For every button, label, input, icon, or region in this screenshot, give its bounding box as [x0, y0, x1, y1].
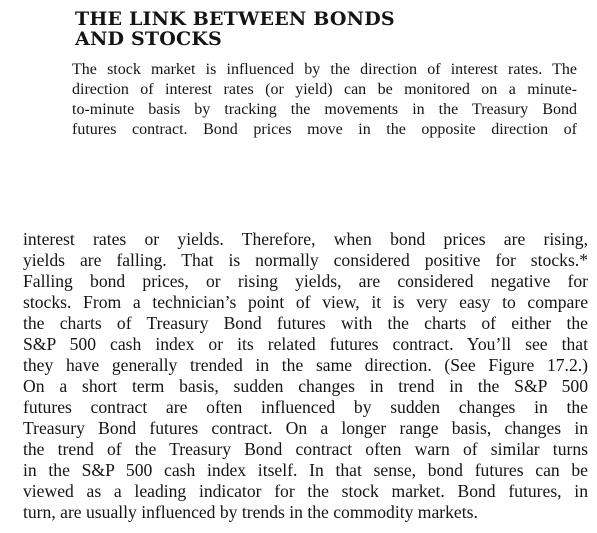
body-line: stocks. From a technician’s point of view, it is very easy to compare: [23, 292, 588, 312]
body-line: turn, are usually influenced by trends in the commodity markets.: [23, 502, 478, 522]
body-line: Falling bond prices, or rising yields, are considered negative for: [23, 271, 588, 291]
body-line: Treasury Bond futures contract. On a longer range basis, changes in: [23, 418, 588, 438]
body-line: viewed as a leading indicator for the stock market. Bond futures, in: [23, 481, 588, 501]
body-line: interest rates or yields. Therefore, when bond prices are rising,: [23, 229, 588, 249]
heading-line: AND STOCKS: [75, 28, 222, 50]
intro-line: futures contract. Bond prices move in the opposite direction of: [72, 121, 577, 138]
body-line: in the S&P 500 cash index itself. In that sense, bond futures can be: [23, 460, 588, 480]
body-paragraph: [23, 229, 588, 523]
body-line: yields are falling. That is normally considered positive for stocks.*: [23, 250, 588, 270]
section-heading: [75, 9, 395, 49]
heading-line: THE LINK BETWEEN BONDS: [75, 8, 395, 30]
body-line: S&P 500 cash index or its related futures contract. You’ll see that: [23, 334, 588, 354]
body-line: futures contract are often influenced by sudden changes in the: [23, 397, 588, 417]
intro-line: direction of interest rates (or yield) can be monitored on a minute-: [72, 81, 577, 98]
intro-line: The stock market is influenced by the direction of interest rates. The: [72, 61, 577, 78]
body-line: On a short term basis, sudden changes in trend in the S&P 500: [23, 376, 588, 396]
intro-line: to-minute basis by tracking the movements in the Treasury Bond: [72, 101, 577, 118]
body-line: they have generally trended in the same direction. (See Figure 17.2.): [23, 355, 588, 375]
intro-paragraph: [72, 60, 577, 140]
body-line: the charts of Treasury Bond futures with the charts of either the: [23, 313, 588, 333]
body-line: the trend of the Treasury Bond contract often warn of similar turns: [23, 439, 588, 459]
